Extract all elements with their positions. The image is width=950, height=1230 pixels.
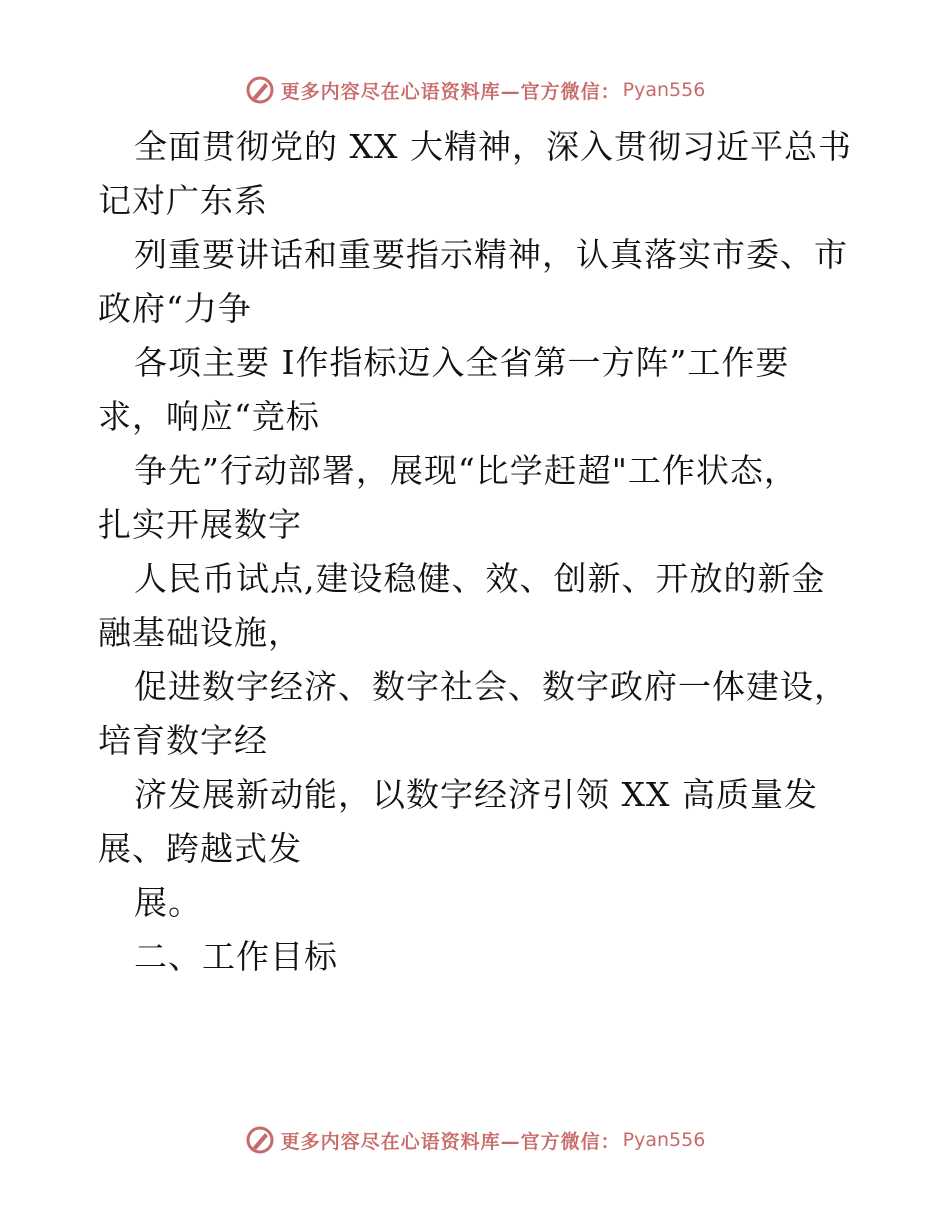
footer-watermark-banner	[0, 1120, 950, 1160]
text-line: 展。	[134, 883, 202, 922]
text-line: 展、跨越式发	[98, 829, 302, 868]
footer-banner-wechat-id: Pyan556	[622, 1129, 706, 1151]
text-line: 济发展新动能，以数字经济引领 XX 高质量发	[134, 775, 818, 814]
pen-seal-logo-icon	[245, 1125, 275, 1155]
header-banner-text: 更多内容尽在心语资料库—官方微信：	[280, 80, 621, 103]
text-line: 各项主要 I作指标迈入全省第一方阵”工作要	[134, 343, 790, 382]
footer-banner-text: 更多内容尽在心语资料库—官方微信：	[280, 1130, 621, 1153]
text-line: 促进数字经济、数字社会、数字政府一体建设，	[134, 667, 848, 706]
document-body	[98, 120, 858, 984]
header-banner-wechat-id: Pyan556	[622, 79, 706, 101]
text-line: 记对广东系	[98, 181, 268, 220]
pen-seal-logo-icon	[245, 75, 275, 105]
text-line: 人民币试点,建设稳健、效、创新、开放的新金	[134, 559, 826, 598]
section-heading: 二、工作目标	[134, 937, 338, 976]
text-line: 政府“力争	[98, 289, 252, 328]
text-line: 扎实开展数字	[98, 505, 302, 544]
text-line: 融基础设施，	[98, 613, 302, 652]
text-line: 培育数字经	[98, 721, 268, 760]
text-line: 求，响应“竞标	[98, 397, 320, 436]
text-line: 列重要讲话和重要指示精神，认真落实市委、市	[134, 235, 848, 274]
header-watermark-banner	[0, 70, 950, 110]
text-line: 争先”行动部署，展现“比学赶超"工作状态，	[134, 451, 798, 490]
text-line: 全面贯彻党的 XX 大精神，深入贯彻习近平总书	[134, 127, 852, 166]
